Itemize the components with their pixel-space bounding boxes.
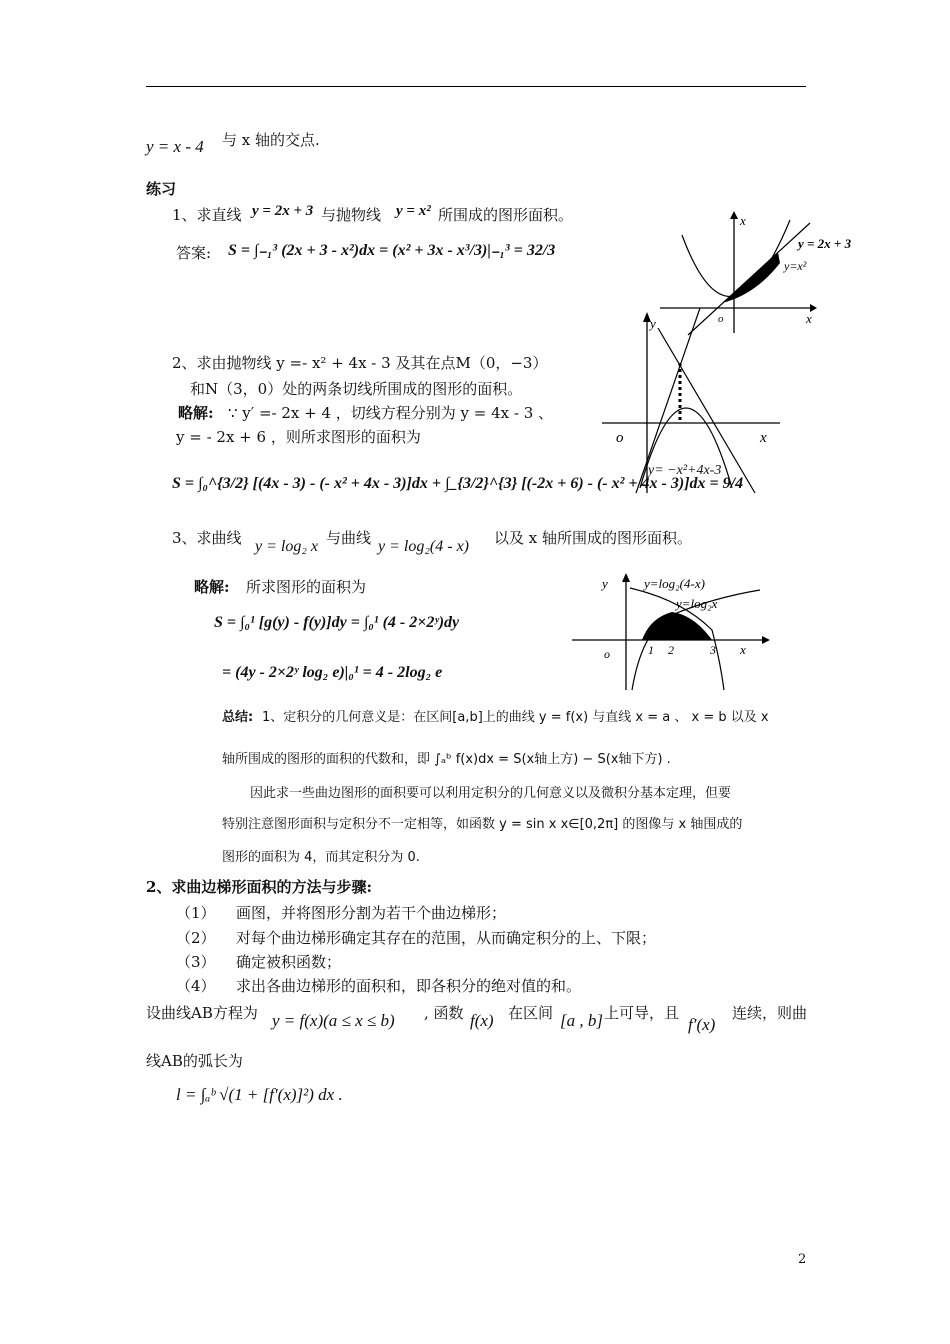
problem-1-label: 1、求直线 bbox=[172, 206, 242, 224]
problem-3-mid: 与曲线 bbox=[326, 529, 372, 547]
fig1-origin: o bbox=[718, 313, 724, 325]
step-4-text: 求出各曲边梯形的面积和，即各积分的绝对值的和。 bbox=[236, 977, 582, 995]
fig1-parab-label: y=x² bbox=[784, 259, 807, 273]
arc-eq-2: f(x) bbox=[470, 1011, 494, 1030]
fig3-label-2: y=log₂x bbox=[676, 596, 718, 611]
fig3-origin: o bbox=[604, 647, 610, 661]
header-rule bbox=[146, 86, 806, 87]
step-3-text: 确定被积函数； bbox=[236, 953, 342, 971]
problem-3-lue-label: 略解: bbox=[194, 578, 230, 596]
problem-1-eq2: y = x² bbox=[396, 203, 431, 219]
fig3-y-arrow bbox=[622, 573, 630, 582]
fig2-origin: o bbox=[616, 430, 624, 446]
arc-eq-4: f′(x) bbox=[688, 1015, 716, 1034]
step-4-num: （4） bbox=[176, 977, 216, 995]
summary-line3: 因此求一些曲边图形的面积要可以利用定积分的几何意义以及微积分基本定理，但要 bbox=[250, 786, 732, 801]
step-2-text: 对每个曲边梯形确定其存在的范围，从而确定积分的上、下限； bbox=[236, 929, 657, 947]
section-2-heading: 2、求曲边梯形面积的方法与步骤: bbox=[146, 878, 372, 896]
problem-2-lue-label: 略解: bbox=[178, 404, 214, 422]
arc-eq-3: [a , b] bbox=[560, 1011, 603, 1030]
answer-label: 答案: bbox=[176, 244, 212, 262]
fig1-x-label: x bbox=[806, 311, 812, 326]
problem-1-tail: 所围成的图形面积。 bbox=[438, 206, 574, 224]
fig2-x-label: x bbox=[760, 430, 767, 446]
arc-eq-1: y = f(x)(a ≤ x ≤ b) bbox=[272, 1011, 395, 1030]
summary-line1: 1、定积分的几何意义是：在区间[a,b]上的曲线 y = f(x) 与直线 x = a 、 x = b 以及 x bbox=[262, 710, 769, 725]
fig3-label-1: y=log₂(4-x) bbox=[644, 576, 705, 591]
problem-3-formula1: S = ∫₀¹ [g(y) - f(y)]dy = ∫₀¹ (4 - 2×2ʸ)dy bbox=[214, 614, 460, 631]
arc-text-3: 在区间 bbox=[508, 1004, 554, 1022]
problem-2-line3: ∵ y′ =- 2x + 4 ，切线方程分别为 y = 4x - 3 、 bbox=[228, 404, 554, 422]
problem-1-eq1: y = 2x + 3 bbox=[252, 203, 314, 219]
step-2-num: （2） bbox=[176, 929, 216, 947]
summary-line5: 图形的面积为 4，而其定积分为 0. bbox=[222, 850, 420, 865]
arc-text-2: , 函数 bbox=[424, 1004, 464, 1022]
problem-2-line2: 和N（3，0）处的两条切线所围成的图形的面积。 bbox=[190, 380, 523, 398]
practice-heading: 练习 bbox=[146, 180, 177, 198]
problem-3-eq2: y = log₂(4 - x) bbox=[378, 538, 469, 555]
step-3-num: （3） bbox=[176, 953, 216, 971]
step-1-text: 画图，并将图形分割为若干个曲边梯形； bbox=[236, 904, 507, 922]
answer-formula: S = ∫₋₁³ (2x + 3 - x²)dx = (x² + 3x - x³/3)|₋₁³ = 32/3 bbox=[228, 242, 556, 259]
page-number: 2 bbox=[798, 1252, 807, 1267]
arc-line-2: 线AB的弧长为 bbox=[146, 1052, 243, 1070]
problem-3-eq1: y = log₂ x bbox=[255, 538, 319, 555]
problem-2-formula: S = ∫₀^{3/2} [(4x - 3) - (- x² + 4x - 3)]dx + ∫_{3/2}^{3} [(-2x + 6) - (- x² + 4x - 3)]dx = 9/4 bbox=[172, 475, 744, 492]
figure-3-graph bbox=[572, 570, 772, 695]
summary-line4: 特别注意图形面积与定积分不一定相等，如函数 y = sin x x∈[0,2π] 的图像与 x 轴围成的 bbox=[222, 817, 743, 832]
fig3-y-label: y bbox=[602, 576, 608, 591]
problem-3-label: 3、求曲线 bbox=[172, 529, 242, 547]
fig1-shaded-fill bbox=[722, 253, 780, 303]
arc-text-5: 连续，则曲 bbox=[732, 1004, 808, 1022]
fig3-tick-1: 1 bbox=[648, 643, 654, 657]
step-1-num: （1） bbox=[176, 904, 216, 922]
fig1-y-label: x bbox=[740, 213, 746, 228]
problem-1-mid: 与抛物线 bbox=[321, 206, 382, 224]
problem-3-tail: 以及 x 轴所围成的图形面积。 bbox=[494, 529, 692, 547]
fig1-line-label: y = 2x + 3 bbox=[798, 236, 852, 251]
arc-text-4: 上可导，且 bbox=[604, 1004, 680, 1022]
fig3-x-label: x bbox=[740, 642, 746, 657]
fig2-y-label: y bbox=[650, 316, 656, 331]
arc-formula: l = ∫ₐᵇ √(1 + [f′(x)]²) dx . bbox=[176, 1085, 343, 1104]
arc-text-1: 设曲线AB方程为 bbox=[146, 1004, 258, 1022]
problem-2-line4: y = - 2x + 6 ，则所求图形的面积为 bbox=[176, 428, 421, 446]
problem-2-line1: 2、求由抛物线 y =- x² + 4x - 3 及其在点M（0，−3） bbox=[172, 354, 548, 372]
problem-3-formula2: = (4y - 2×2ʸ log₂ e)|₀¹ = 4 - 2log₂ e bbox=[222, 664, 443, 681]
summary-label: 总结: bbox=[222, 710, 254, 725]
fig2-curve-label: y= −x²+4x-3 bbox=[648, 463, 722, 478]
summary-line2: 轴所围成的图形的面积的代数和，即 ∫ₐᵇ f(x)dx = S(x轴上方) − S(x轴下方) . bbox=[222, 752, 671, 767]
fig1-y-arrow bbox=[730, 211, 738, 219]
intro-text: 与 x 轴的交点. bbox=[222, 131, 320, 149]
intro-equation: y = x - 4 bbox=[146, 137, 204, 156]
fig3-x-arrow bbox=[762, 636, 770, 644]
fig3-shaded-region bbox=[642, 612, 712, 640]
problem-3-lue-text: 所求图形的面积为 bbox=[246, 578, 367, 596]
fig3-tick-3: 3 bbox=[710, 643, 716, 657]
fig3-tick-2: 2 bbox=[668, 643, 674, 657]
